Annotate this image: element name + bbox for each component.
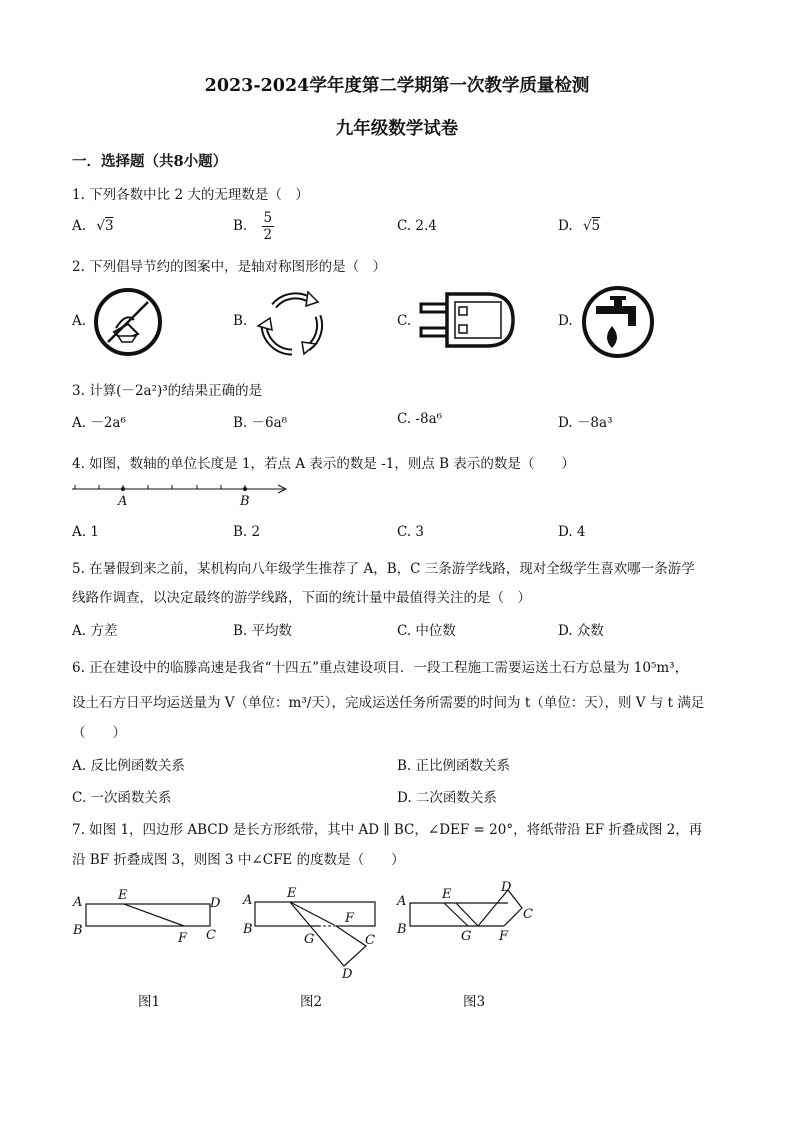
q4-option-c: C. 3 bbox=[397, 524, 425, 540]
figure-2-diagram bbox=[238, 882, 388, 982]
q5-option-b: B. 平均数 bbox=[233, 623, 293, 639]
radicand: 3 bbox=[104, 218, 114, 234]
point-label: C bbox=[206, 928, 216, 943]
figure-1-diagram bbox=[70, 882, 230, 944]
q4-option-b: B. 2 bbox=[233, 524, 261, 540]
q1-option-d bbox=[558, 218, 600, 234]
option-letter: D. bbox=[558, 218, 573, 234]
q6-option-a: A. 反比例函数关系 bbox=[72, 758, 185, 774]
point-label: G bbox=[304, 932, 315, 947]
q2-stem: 2. 下列倡导节约的图案中，是轴对称图形的是（ ） bbox=[72, 259, 387, 275]
q1-stem: 1. 下列各数中比 2 大的无理数是（ ） bbox=[72, 187, 309, 203]
q3-option-c: C. -8a⁶ bbox=[397, 411, 443, 427]
point-label: D bbox=[210, 896, 221, 911]
q2-option-b-label: B. bbox=[233, 313, 248, 329]
q7-line1: 7. 如图 1，四边形 ABCD 是长方形纸带，其中 AD ∥ BC，∠DEF = 20°，将纸带沿 EF 折叠成图 2，再 bbox=[72, 822, 703, 838]
fraction-numerator: 5 bbox=[263, 210, 273, 226]
point-label: A bbox=[397, 894, 407, 909]
water-tap-drop-icon bbox=[578, 282, 660, 362]
q4-option-a: A. 1 bbox=[72, 524, 99, 540]
q5-line2: 线路作调查，以决定最终的游学线路，下面的统计量中最值得关注的是（ ） bbox=[72, 590, 531, 606]
no-tree-cutting-icon bbox=[88, 284, 168, 360]
point-label: G bbox=[461, 929, 472, 944]
figure-2-caption: 图2 bbox=[300, 994, 323, 1010]
q2-option-c-label: C. bbox=[397, 313, 412, 329]
q6-line1: 6. 正在建设中的临滕高速是我省“十四五”重点建设项目．一段工程施工需要运送土石方总量为 10⁵m³， bbox=[72, 660, 689, 676]
point-a-label: A bbox=[118, 494, 128, 509]
power-plug-icon bbox=[413, 290, 517, 352]
figure-3-caption: 图3 bbox=[463, 994, 486, 1010]
q1-option-b bbox=[233, 210, 274, 243]
recycle-arrows-icon bbox=[252, 282, 330, 362]
q5-option-c: C. 中位数 bbox=[397, 623, 456, 639]
q4-stem: 4. 如图，数轴的单位长度是 1，若点 A 表示的数是 -1，则点 B 表示的数是（ ） bbox=[72, 456, 575, 472]
q5-option-a: A. 方差 bbox=[72, 623, 118, 639]
point-label: C bbox=[523, 907, 533, 922]
section-heading: 一．选择题（共8小题） bbox=[72, 153, 228, 170]
q3-option-a: A. －2a⁶ bbox=[72, 415, 126, 431]
q2-option-d-label: D. bbox=[558, 313, 573, 329]
point-label: B bbox=[243, 922, 253, 937]
q4-option-d: D. 4 bbox=[558, 524, 586, 540]
q6-option-d: D. 二次函数关系 bbox=[397, 790, 497, 806]
point-label: F bbox=[345, 911, 355, 926]
q1-option-c: C. 2.4 bbox=[397, 218, 437, 234]
q3-option-b: B. －6a⁸ bbox=[233, 415, 288, 431]
point-label: F bbox=[499, 929, 509, 944]
q7-line2: 沿 BF 折叠成图 3，则图 3 中∠CFE 的度数是（ ） bbox=[72, 852, 405, 868]
point-label: C bbox=[365, 933, 375, 948]
point-label: E bbox=[118, 888, 128, 903]
point-label: F bbox=[178, 931, 188, 944]
point-label: A bbox=[243, 893, 253, 908]
number-line-figure bbox=[70, 480, 292, 510]
q2-option-a-label: A. bbox=[72, 313, 87, 329]
q3-stem: 3. 计算(－2a²)³的结果正确的是 bbox=[72, 383, 263, 399]
exam-title: 2023-2024学年度第二学期第一次教学质量检测 bbox=[204, 76, 590, 96]
q3-option-d: D. －8a³ bbox=[558, 415, 613, 431]
q5-line1: 5. 在暑假到来之前，某机构向八年级学生推荐了 A，B，C 三条游学线路，现对全级学生喜欢哪一条游学 bbox=[72, 561, 695, 577]
point-label: B bbox=[73, 923, 83, 938]
point-label: B bbox=[397, 922, 407, 937]
point-b-label: B bbox=[240, 494, 250, 509]
point-label: E bbox=[287, 886, 297, 901]
q6-line2: 设土石方日平均运送量为 V（单位：m³/天），完成运送任务所需要的时间为 t（单位：天），则 V 与 t 满足 bbox=[72, 695, 705, 711]
q6-line3: （ ） bbox=[72, 725, 126, 741]
q5-option-d: D. 众数 bbox=[558, 623, 604, 639]
fraction-denominator: 2 bbox=[263, 227, 273, 243]
point-label: E bbox=[442, 887, 452, 902]
exam-subtitle: 九年级数学试卷 bbox=[335, 119, 459, 139]
sqrt-icon: √3 bbox=[96, 218, 114, 234]
point-label: A bbox=[73, 895, 83, 910]
q6-option-c: C. 一次函数关系 bbox=[72, 790, 172, 806]
option-letter: B. bbox=[233, 218, 248, 234]
q6-option-b: B. 正比例函数关系 bbox=[397, 758, 511, 774]
figure-1-caption: 图1 bbox=[138, 994, 161, 1010]
option-letter: A. bbox=[72, 218, 87, 234]
figure-3-diagram bbox=[394, 876, 544, 946]
radicand: 5 bbox=[591, 218, 601, 234]
q1-option-a bbox=[72, 218, 114, 234]
fraction bbox=[262, 210, 275, 243]
point-label: D bbox=[342, 967, 353, 982]
point-label: D bbox=[501, 880, 512, 895]
sqrt-icon: √5 bbox=[582, 218, 601, 234]
